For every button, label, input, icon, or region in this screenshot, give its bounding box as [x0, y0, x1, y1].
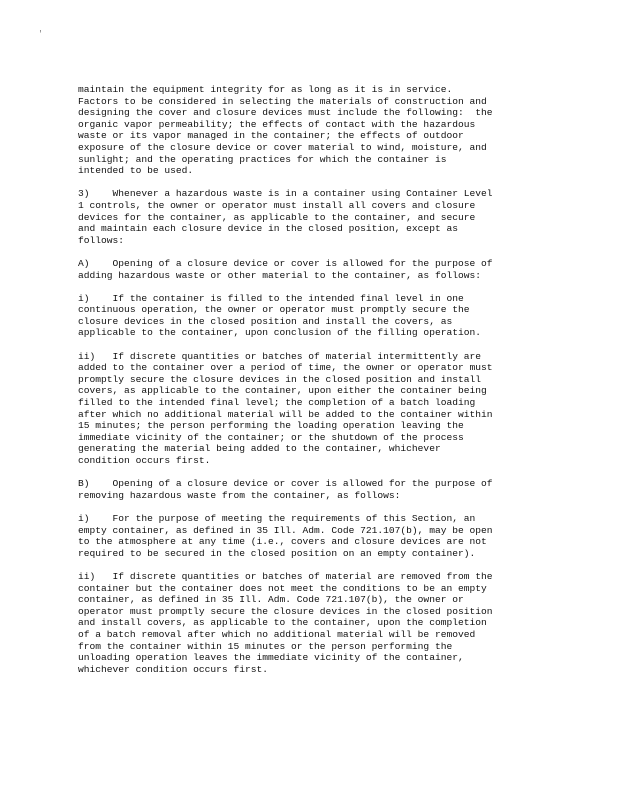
- paragraph-3-a: A) Opening of a closure device or cover is allowed for the purpose of adding hazardous waste or other material to the container, as follows:: [78, 257, 493, 281]
- page-mark: ': [38, 30, 43, 39]
- paragraph-3-b: B) Opening of a closure device or cover is allowed for the purpose of removing hazardous waste from the container, as follows:: [78, 478, 493, 501]
- paragraph-3-a-i: i) If the container is filled to the intended final level in one continuous operation, the owner or operator must promptly secure the closure devices in the closed position and install the covers, as applicable to the container, upon conclusion of the filling operation.: [78, 292, 482, 339]
- paragraph-continuation: maintain the equipment integrity for as long as it is in service. Factors to be considered in selecting the materials of construction and designing the cover and closure devices must include the following: the organic vapor permeability; the effects of contact with the hazardous waste or its vapor managed in the container; the effects of outdoor exposure of the closure device or cover material to wind, moisture, and sunlight; and the operating practices for which the container is intended to be used.: [78, 84, 493, 177]
- paragraph-3-b-i: i) For the purpose of meeting the requirements of this Section, an empty container, as defined in 35 Ill. Adm. Code 721.107(b), may be open to the atmosphere at any time (i.e., covers and closure devices are not required to be secured in the closed position on an empty container).: [78, 512, 493, 559]
- paragraph-3-b-ii: ii) If discrete quantities or batches of material are removed from the container but the container does not meet the conditions to be an empty container, as defined in 35 Ill. Adm. Code 721.107(b), the owner or operator must promptly secure the closure devices in the closed position and install covers, as applicable to the container, upon the completion of a batch removal after which no additional material will be removed from the container within 15 minutes or the person performing the unloading operation leaves the immediate vicinity of the container, whichever condition occurs first.: [78, 570, 493, 675]
- paragraph-3-a-ii: ii) If discrete quantities or batches of material intermittently are added to the container over a period of time, the owner or operator must promptly secure the closure devices in the closed position and install covers, as applicable to the container, upon either the container being filled to the intended final level; the completion of a batch loading after which no additional material will be added to the container within 15 minutes; the person performing the loading operation leaving the immediate vicinity of the container; or the shutdown of the process generating the material being added to the container, whichever condition occurs first.: [78, 350, 493, 466]
- paragraph-3: 3) Whenever a hazardous waste is in a container using Container Level 1 controls, the owner or operator must install all covers and closure devices for the container, as applicable to the container, and secure and maintain each closure device in the closed position, except as follows:: [78, 188, 493, 246]
- document-body: [78, 84, 540, 687]
